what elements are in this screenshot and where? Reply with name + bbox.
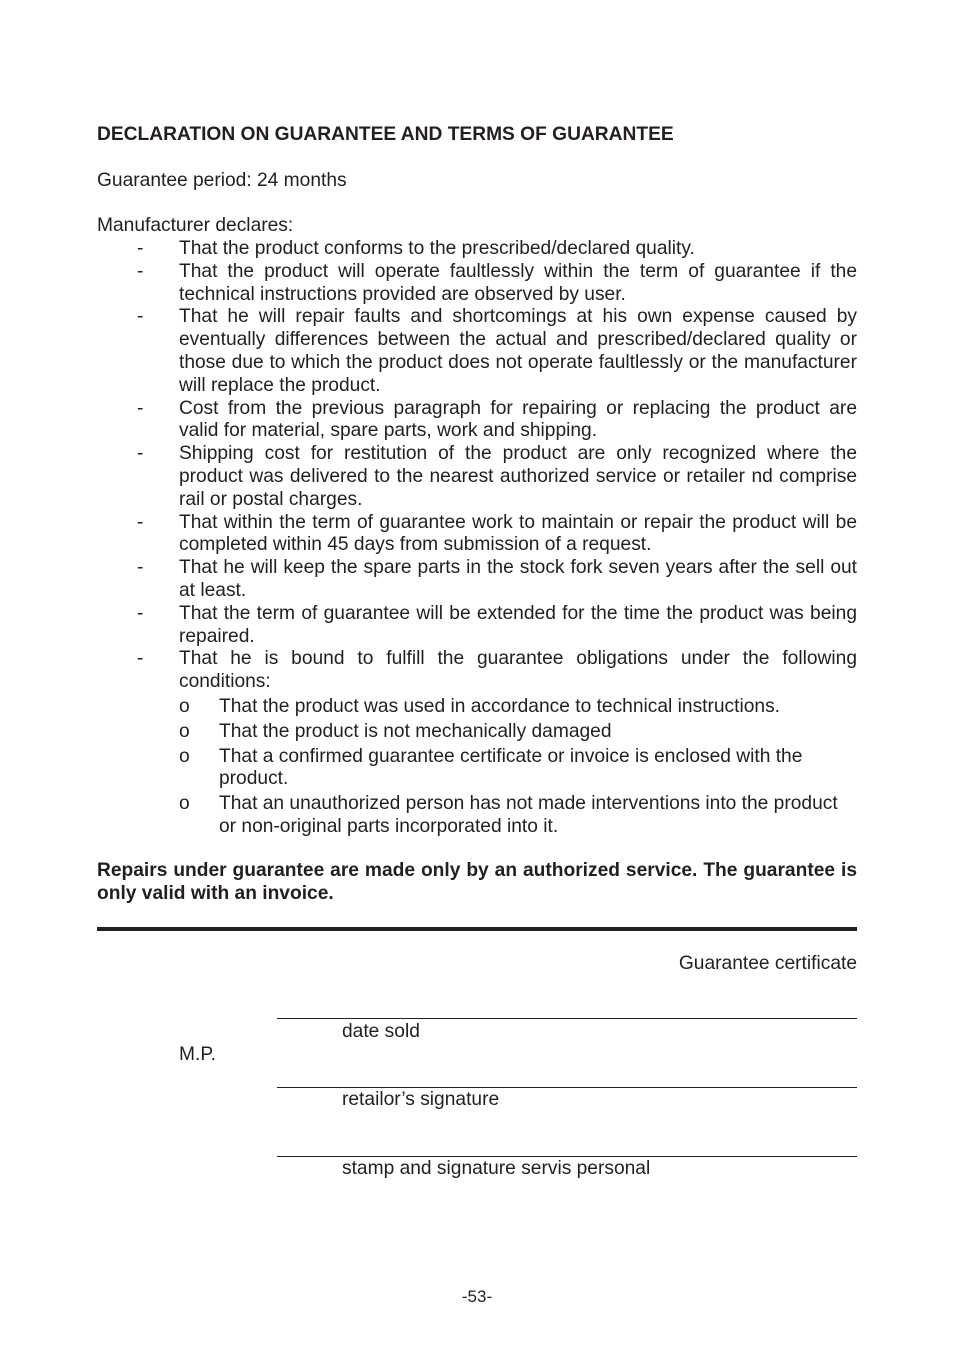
date-sold-label: date sold bbox=[342, 1021, 420, 1042]
list-item bbox=[97, 261, 857, 307]
bullet-marker: o bbox=[179, 745, 190, 767]
authorized-service-notice: Repairs under guarantee are made only by an authorized service. The guarantee is only valid with an invoice. bbox=[97, 860, 857, 904]
retailer-signature-label: retailor’s signature bbox=[342, 1089, 500, 1110]
section-divider bbox=[97, 927, 857, 931]
list-item-text: That the term of guarantee will be extended for the time the product was being repaired. bbox=[179, 602, 857, 647]
condition-item bbox=[97, 721, 857, 744]
dash-marker: - bbox=[137, 238, 144, 259]
list-item bbox=[97, 648, 857, 838]
list-item bbox=[97, 398, 857, 444]
bullet-marker: o bbox=[179, 720, 190, 742]
page-number: -53- bbox=[461, 1287, 493, 1306]
list-item bbox=[97, 238, 857, 261]
condition-item-text: That a confirmed guarantee certificate or invoice is enclosed with the product. bbox=[219, 745, 803, 790]
list-item-text: That the product will operate faultlessly within the term of guarantee if the technical instructions provided are observed by user. bbox=[179, 260, 857, 305]
condition-item bbox=[97, 793, 857, 839]
condition-item-text: That an unauthorized person has not made interventions into the product or non-original parts incorporated into it. bbox=[219, 793, 838, 837]
list-item bbox=[97, 306, 857, 397]
list-item bbox=[97, 557, 857, 603]
mp-label: M.P. bbox=[179, 1044, 216, 1065]
guarantee-period: Guarantee period: 24 months bbox=[97, 170, 347, 191]
list-item-text: Cost from the previous paragraph for repairing or replacing the product are valid for material, spare parts, work and shipping. bbox=[179, 397, 857, 442]
list-item-text: Shipping cost for restitution of the product are only recognized where the product was delivered to the nearest authorized service or retailer nd comprise rail or postal charges. bbox=[179, 443, 857, 510]
dash-marker: - bbox=[137, 648, 144, 670]
list-item bbox=[97, 443, 857, 511]
certificate-title: Guarantee certificate bbox=[678, 953, 857, 974]
list-item-text: That he will repair faults and shortcomings at his own expense caused by eventually differences between the actual and prescribed/declared quality or those due to which the product does not operate faultlessly or the manufacturer will replace the product. bbox=[179, 306, 857, 396]
dash-marker: - bbox=[137, 511, 144, 533]
bullet-marker: o bbox=[179, 695, 190, 717]
list-item-text: That the product conforms to the prescribed/declared quality. bbox=[179, 238, 695, 259]
bullet-marker: o bbox=[179, 793, 190, 815]
manufacturer-declares-heading: Manufacturer declares: bbox=[97, 215, 294, 236]
dash-marker: - bbox=[137, 260, 144, 282]
conditions-list bbox=[97, 696, 857, 839]
dash-marker: - bbox=[137, 602, 144, 624]
dash-marker: - bbox=[137, 306, 144, 328]
condition-item-text: That the product is not mechanically damaged bbox=[219, 720, 612, 742]
condition-item bbox=[97, 746, 857, 792]
dash-marker: - bbox=[137, 397, 144, 419]
list-item-text: That he will keep the spare parts in the stock fork seven years after the sell out at least. bbox=[179, 557, 857, 601]
dash-marker: - bbox=[137, 557, 144, 579]
list-item bbox=[97, 603, 857, 649]
condition-item bbox=[97, 696, 857, 719]
date-sold-line bbox=[277, 1018, 857, 1020]
condition-item-text: That the product was used in accordance to technical instructions. bbox=[219, 695, 781, 717]
list-item-text: That he is bound to fulfill the guarantee obligations under the following conditions: bbox=[179, 648, 857, 693]
dash-marker: - bbox=[137, 443, 144, 465]
declaration-list bbox=[97, 238, 857, 841]
list-item-text: That within the term of guarantee work to maintain or repair the product will be completed within 45 days from submission of a request. bbox=[179, 511, 857, 556]
page-title: DECLARATION ON GUARANTEE AND TERMS OF GUARANTEE bbox=[97, 124, 674, 145]
list-item bbox=[97, 512, 857, 558]
stamp-signature-label: stamp and signature servis personal bbox=[342, 1158, 651, 1179]
